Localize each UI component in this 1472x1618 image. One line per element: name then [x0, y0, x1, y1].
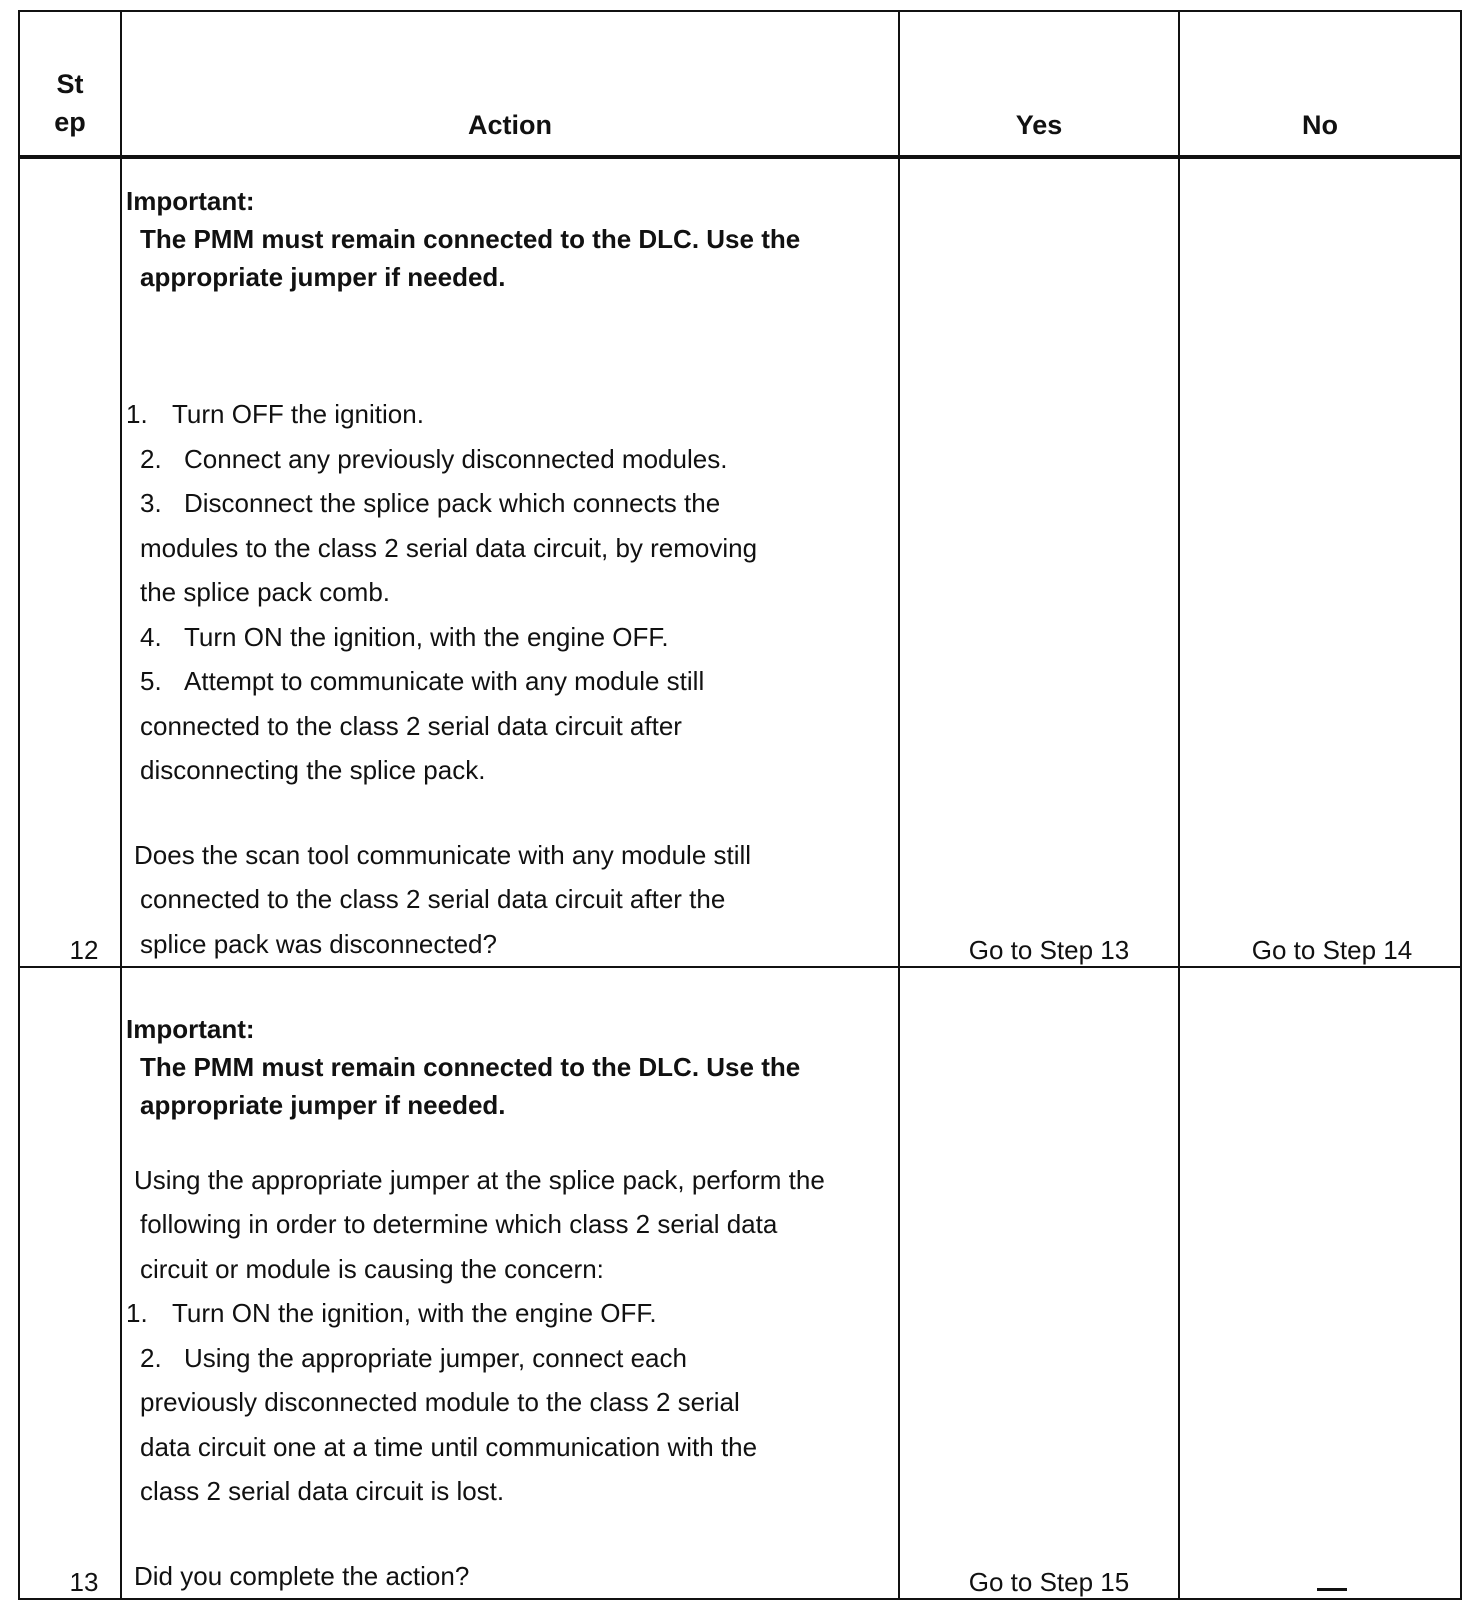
no-cell [1179, 967, 1461, 1599]
list-item-continuation: disconnecting the splice pack. [140, 755, 486, 785]
step-number-cell [19, 157, 121, 967]
important-text-line: appropriate jumper if needed. [140, 262, 506, 292]
important-text-line: appropriate jumper if needed. [140, 1089, 506, 1120]
action-cell [121, 157, 899, 967]
no-result: Go to Step 14 [1251, 935, 1413, 965]
important-text-line: The PMM must remain connected to the DLC. Use the [140, 224, 801, 254]
list-item-continuation: previously disconnected module to the class 2 serial [140, 1387, 740, 1417]
table-row [19, 967, 1461, 1599]
step-number-cell [19, 967, 121, 1599]
question-line: splice pack was disconnected? [140, 928, 497, 959]
list-item-continuation: class 2 serial data circuit is lost. [140, 1476, 505, 1506]
list-item-continuation: connected to the class 2 serial data circuit after [140, 710, 682, 741]
question-line: connected to the class 2 serial data circuit after the [140, 884, 726, 914]
no-column-header: No [1179, 11, 1461, 157]
list-item: 4. Turn ON the ignition, with the engine OFF. [140, 621, 669, 652]
yes-result: Go to Step 15 [968, 1567, 1130, 1597]
action-column-header: Action [121, 11, 899, 157]
table-header-row [19, 11, 1461, 157]
important-text-line: The PMM must remain connected to the DLC. Use the [140, 1051, 801, 1082]
important-label: Important: [126, 186, 255, 216]
action-cell [121, 967, 899, 1599]
yes-cell [899, 157, 1179, 967]
intro-line: circuit or module is causing the concern: [140, 1253, 604, 1284]
yes-column-header: Yes [899, 11, 1179, 157]
yes-cell [899, 967, 1179, 1599]
list-item: 2. Connect any previously disconnected modules. [140, 443, 728, 474]
step-column-header: St ep [19, 11, 121, 157]
step-number: 12 [69, 935, 99, 965]
list-item: 5. Attempt to communicate with any module still [140, 666, 705, 696]
no-cell [1179, 157, 1461, 967]
list-item-continuation: data circuit one at a time until communication with the [140, 1431, 758, 1462]
list-item: 3. Disconnect the splice pack which connects the [140, 488, 721, 518]
table-row [19, 157, 1461, 967]
list-item: 1. Turn ON the ignition, with the engine OFF. [126, 1298, 657, 1328]
list-item-continuation: the splice pack comb. [140, 577, 391, 607]
procedure-table [18, 10, 1462, 1600]
question-line: Does the scan tool communicate with any module still [134, 839, 752, 870]
yes-result: Go to Step 13 [968, 935, 1130, 965]
question-line: Did you complete the action? [134, 1560, 470, 1591]
intro-line: following in order to determine which class 2 serial data [140, 1209, 778, 1239]
step-number: 13 [69, 1567, 99, 1597]
list-item: 2. Using the appropriate jumper, connect each [140, 1342, 687, 1373]
list-item: 1. Turn OFF the ignition. [126, 399, 424, 429]
intro-line: Using the appropriate jumper at the splice pack, perform the [134, 1164, 825, 1195]
no-result-dash [1317, 1588, 1347, 1591]
list-item-continuation: modules to the class 2 serial data circuit, by removing [140, 532, 758, 563]
important-label: Important: [126, 1013, 255, 1044]
